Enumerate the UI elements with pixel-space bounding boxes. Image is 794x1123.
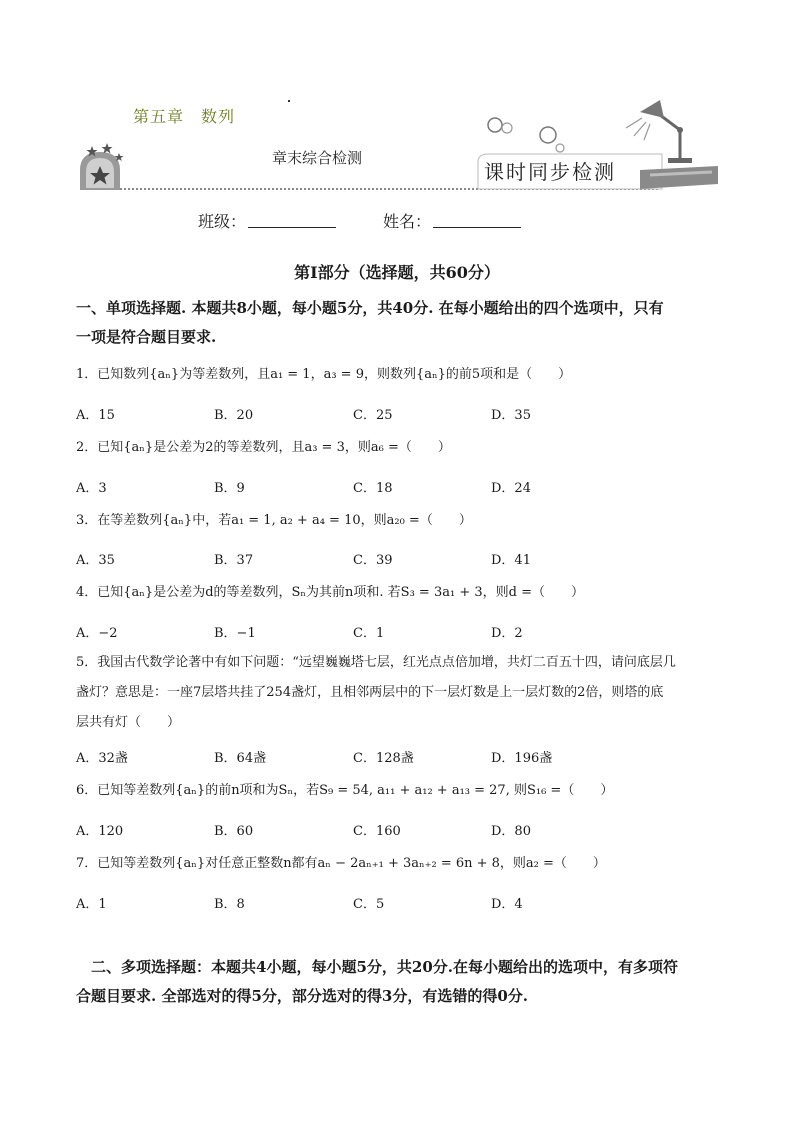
option-a[interactable]: A．35 [76,553,115,568]
header-decoration [0,0,794,200]
banner-tail [640,166,718,189]
option-b[interactable]: B．64盏 [214,751,267,766]
option-c[interactable]: C．160 [353,824,401,839]
option-b[interactable]: B．9 [214,481,245,496]
part-title: 第Ⅰ部分（选择题，共60分） [294,263,500,282]
option-d[interactable]: D．196盏 [491,751,553,766]
option-b[interactable]: B．20 [214,408,254,423]
question-7: 7．已知等差数列{aₙ}对任意正整数n都有aₙ − 2aₙ₊₁ + 3aₙ₊₂ = 6n + 8，则a₂ =（ ） [76,856,606,871]
question-4: 4．已知{aₙ}是公差为d的等差数列，Sₙ为其前n项和. 若S₃ = 3a₁ + 3，则d =（ ） [76,585,584,600]
option-a[interactable]: A．15 [76,408,115,423]
section2-heading-line: 二、多项选择题：本题共4小题，每小题5分，共20分.在每小题给出的选项中，有多项符 [76,958,678,976]
option-d[interactable]: D．2 [491,626,523,641]
option-d[interactable]: D．35 [491,408,531,423]
option-d[interactable]: D．4 [491,897,523,912]
option-d[interactable]: D．80 [491,824,531,839]
option-b[interactable]: B．−1 [214,626,256,641]
option-a[interactable]: A．120 [76,824,124,839]
test-subtitle: 章末综合检测 [272,149,363,167]
question-5-line: 盏灯？意思是：一座7层塔共挂了254盏灯，且相邻两层中的下一层灯数是上一层灯数的2倍，则塔的底 [76,685,664,700]
section2-heading-line: 合题目要求. 全部选对的得5分，部分选对的得3分，有选错的得0分. [76,987,528,1005]
name-blank[interactable] [433,209,521,228]
section1-heading-line: 一项是符合题目要求. [76,328,217,346]
section1-heading [76,294,726,352]
section1-heading-line: 一、单项选择题. 本题共8小题，每小题5分，共40分. 在每小题给出的四个选项中，只有 [76,299,664,317]
star-badge-icon [80,143,124,190]
option-a[interactable]: A．32盏 [76,751,128,766]
bubble-icon [540,127,556,143]
class-label: 班级： [198,212,247,231]
bubble-icon [502,123,512,133]
question-2: 2．已知{aₙ}是公差为2的等差数列，且a₃ = 3，则a₆ =（ ） [76,440,451,455]
name-label: 姓名： [383,212,432,231]
question-1: 1．已知数列{aₙ}为等差数列，且a₁ = 1，a₃ = 9，则数列{aₙ}的前5项和是（ ） [76,367,572,382]
option-c[interactable]: C．128盏 [353,751,414,766]
banner-label: 课时同步检测 [484,160,616,184]
chapter-title: 第五章 数列 [133,107,236,126]
bubble-icon [556,144,564,152]
option-d[interactable]: D．41 [491,553,531,568]
bubble-icon [488,118,502,132]
question-5-line: 层共有灯（ ） [76,715,181,730]
question-3: 3．在等差数列{aₙ}中，若a₁ = 1, a₂ + a₄ = 10，则a₂₀ =（ ） [76,513,472,528]
option-b[interactable]: B．60 [214,824,254,839]
section2-heading [76,953,726,1011]
option-a[interactable]: A．−2 [76,626,118,641]
option-c[interactable]: C．1 [353,626,385,641]
question-5-line: 5．我国古代数学论著中有如下问题：“远望巍巍塔七层，红光点点倍加增，共灯二百五十四，请问底层几 [76,655,676,670]
option-b[interactable]: B．8 [214,897,245,912]
option-c[interactable]: C．39 [353,553,393,568]
class-blank[interactable] [248,209,336,228]
option-c[interactable]: C．25 [353,408,393,423]
student-info-row [198,209,521,232]
question-6: 6．已知等差数列{aₙ}的前n项和为Sₙ，若S₉ = 54, a₁₁ + a₁₂ + a₁₃ = 27, 则S₁₆ =（ ） [76,783,614,798]
option-d[interactable]: D．24 [491,481,531,496]
option-a[interactable]: A．3 [76,481,107,496]
option-a[interactable]: A．1 [76,897,107,912]
question-5 [76,648,726,738]
option-b[interactable]: B．37 [214,553,254,568]
option-c[interactable]: C．5 [353,897,385,912]
option-c[interactable]: C．18 [353,481,393,496]
